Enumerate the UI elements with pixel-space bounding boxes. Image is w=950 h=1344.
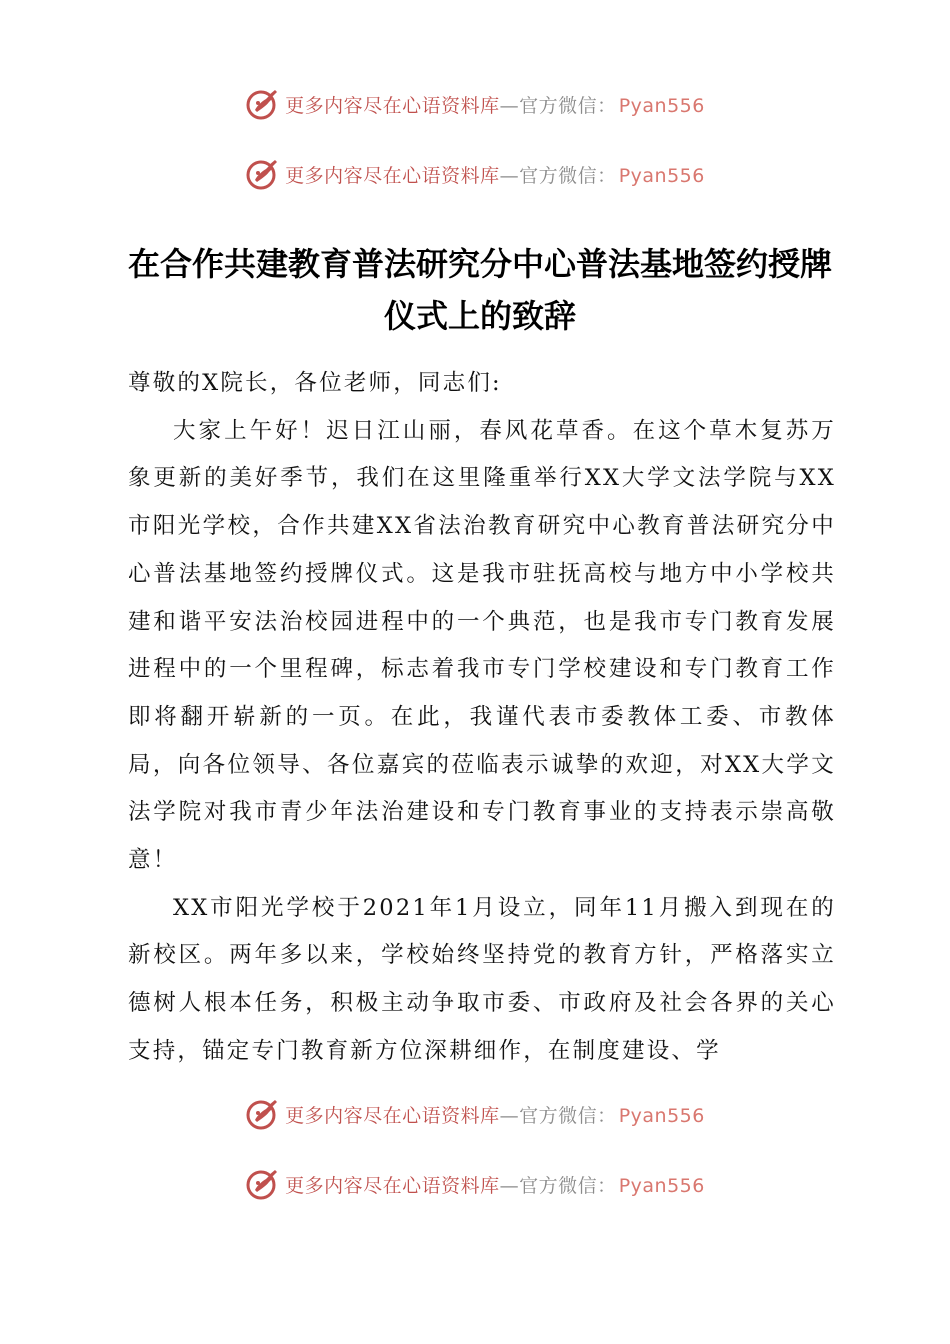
- watermark-brand: 更多内容尽在心语资料库: [285, 164, 500, 187]
- pen-logo-icon: [245, 1166, 281, 1202]
- watermark-banner: [0, 1094, 950, 1134]
- watermark-banner: [0, 154, 950, 194]
- watermark-text: [285, 91, 705, 118]
- watermark-text: [285, 1101, 705, 1128]
- watermark-text: [285, 1171, 705, 1198]
- watermark-contact-label: 官方微信：: [519, 1174, 617, 1197]
- pen-logo-icon: [245, 86, 281, 122]
- watermark-contact-id: Pyan556: [618, 1104, 705, 1127]
- body-paragraph: 大家上午好！迟日江山丽，春风花草香。在这个草木复苏万象更新的美好季节，我们在这里隆重举行XX大学文法学院与XX市阳光学校，合作共建XX省法治教育研究中心教育普法研究分中心普法基地签约授牌仪式。这是我市驻抚高校与地方中小学校共建和谐平安法治校园进程中的一个典范，也是我市专门教育发展进程中的一个里程碑，标志着我市专门学校建设和专门教育工作即将翻开崭新的一页。在此，我谨代表市委教体工委、市教体局，向各位领导、各位嘉宾的莅临表示诚挚的欢迎，对XX大学文法学院对我市青少年法治建设和专门教育事业的支持表示崇高敬意！: [128, 417, 836, 874]
- watermark-separator: —: [499, 164, 520, 187]
- watermark-content: [245, 156, 705, 192]
- pen-logo-icon: [245, 1096, 281, 1132]
- watermark-brand: 更多内容尽在心语资料库: [285, 1104, 500, 1127]
- watermark-contact-label: 官方微信：: [519, 94, 617, 117]
- document-body: [128, 360, 836, 1076]
- document-title: 在合作共建教育普法研究分中心普法基地签约授牌仪式上的致辞: [127, 245, 832, 335]
- watermark-contact-label: 官方微信：: [519, 1104, 617, 1127]
- watermark-separator: —: [499, 1174, 520, 1197]
- body-paragraph: XX市阳光学校于2021年1月设立，同年11月搬入到现在的新校区。两年多以来，学校始终坚持党的教育方针，严格落实立德树人根本任务，积极主动争取市委、市政府及社会各界的关心支持，锚定专门教育新方位深耕细作，在制度建设、学: [128, 894, 836, 1064]
- watermark-brand: 更多内容尽在心语资料库: [285, 94, 500, 117]
- watermark-content: [245, 1096, 705, 1132]
- watermark-content: [245, 1166, 705, 1202]
- watermark-banner: [0, 1164, 950, 1204]
- watermark-contact-id: Pyan556: [618, 164, 705, 187]
- pen-logo-icon: [245, 156, 281, 192]
- watermark-text: [285, 161, 705, 188]
- watermark-separator: —: [499, 94, 520, 117]
- watermark-content: [245, 86, 705, 122]
- watermark-banner: [0, 84, 950, 124]
- watermark-contact-label: 官方微信：: [519, 164, 617, 187]
- watermark-separator: —: [499, 1104, 520, 1127]
- watermark-brand: 更多内容尽在心语资料库: [285, 1174, 500, 1197]
- watermark-contact-id: Pyan556: [618, 94, 705, 117]
- salutation: 尊敬的X院长，各位老师，同志们:: [128, 370, 502, 396]
- watermark-contact-id: Pyan556: [618, 1174, 705, 1197]
